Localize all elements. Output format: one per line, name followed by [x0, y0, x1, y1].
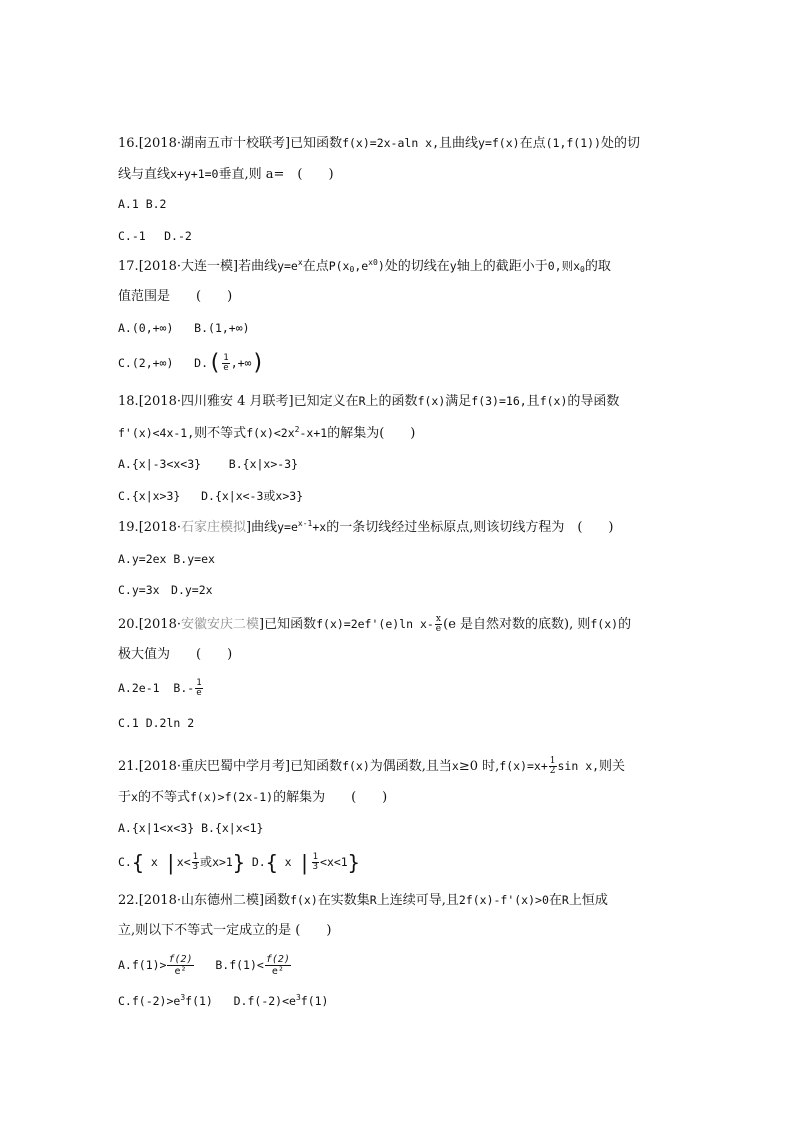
q18-number: 18.: [118, 394, 139, 409]
q18-options-cd: C.{x|x>3} D.{x|x<-3或x>3}: [118, 489, 304, 503]
q16-stem-line2: 线与直线x+y+1=0垂直,则 a= ( ): [118, 167, 334, 182]
q22-source: [2018·山东德州二模]: [138, 893, 265, 908]
q20-number: 20.: [118, 617, 139, 632]
q16-source: [2018·湖南五市十校联考]: [138, 136, 291, 151]
q19-source: [2018·石家庄模拟]: [138, 520, 252, 535]
q18-source: [2018·四川雅安 4 月联考]: [138, 394, 294, 409]
q21-stem-line1: 21.[2018·重庆巴蜀中学月考]已知函数f(x)为偶函数,且当x≥0 时,f(x)=x+ $\frac{1}{2}$ sin x,则关: [118, 756, 626, 776]
q18-stem-line2: f'(x)<4x-1,则不等式$f(x)<2x^2-x+1$的解集为( ): [118, 425, 416, 441]
q21-options-ab: A.{x|1<x<3} B.{x|x<1}: [118, 821, 264, 835]
q20-stem-line1: 20.[2018·安徽安庆二模]已知函数f(x)=2ef'(e)ln x- $\frac{x}{e}$ (e 是自然对数的底数), 则f(x)的: [118, 614, 632, 634]
q16-options-cd: C.-1 D.-2: [118, 229, 192, 243]
q22-options-cd: $C.f(-2)>e^3f(1)$ $D.f(-2)<e^3f(1)$: [118, 993, 329, 1008]
q22-number: 22.: [118, 893, 139, 908]
q21-number: 21.: [118, 759, 139, 774]
q17-number: 17.: [118, 259, 139, 274]
q20-stem-line2: 极大值为 ( ): [118, 647, 233, 662]
q22-stem-line2: 立,则以下不等式一定成立的是 ( ): [118, 923, 332, 938]
q22-stem-line1: 22.[2018·山东德州二模]函数f(x)在实数集R上连续可导,且2f(x)-f'(x)>0在R上恒成: [118, 893, 608, 908]
q21-source: [2018·重庆巴蜀中学月考]: [138, 759, 291, 774]
q17-source: [2018·大连一模]: [138, 259, 239, 274]
q22-options-ab: A.f(1)> $\frac{f(2)}{\text{e²}}$ B.f(1)< $\frac{f(2)}{\text{e²}}$: [118, 954, 290, 977]
q17-options-ab: A.(0,+∞) B.(1,+∞): [118, 321, 250, 335]
q19-options-ab: A.y=2ex B.y=ex: [118, 552, 215, 566]
q19-stem-line1: 19.[2018·石家庄模拟]曲线$y=e^{x-1}+x$的一条切线经过坐标原点,则该切线方程为 ( ): [118, 519, 614, 535]
q20-source: [2018·安徽安庆二模]: [138, 617, 265, 632]
q18-stem-line1: 18.[2018·四川雅安 4 月联考]已知定义在R上的函数f(x)满足f(3)=16,且f(x)的导函数: [118, 394, 620, 409]
q17-stem-line2: 值范围是 ( ): [118, 289, 233, 304]
q21-stem-line2: 于x的不等式f(x)>f(2x-1)的解集为 ( ): [118, 790, 388, 805]
q18-options-ab: A.{x|-3<x<3} B.{x|x>-3}: [118, 457, 299, 471]
q17-stem-line1: 17.[2018·大连一模]若曲线$y=e^x$在点$P(x_0,e^{x0})$处的切线在y轴上的截距小于0,则$x_0$的取: [118, 258, 611, 274]
q16-stem-line1: 16.[2018·湖南五市十校联考]已知函数f(x)=2x-aln x,且曲线y=f(x)在点(1,f(1))处的切: [118, 136, 640, 151]
q20-options-cd: C.1 D.2ln 2: [118, 716, 195, 730]
q16-number: 16.: [118, 136, 139, 151]
q16-options-ab: A.1 B.2: [118, 197, 167, 211]
q19-options-cd: C.y=3x D.y=2x: [118, 583, 213, 597]
q20-options-ab: A.2e-1 B.- $\frac{1}{e}$: [118, 678, 202, 698]
q21-options-cd: C.{ x |x< $\frac{1}{3}$ 或x>1} D.{ x | $\frac{1}{3}$ <x<1}: [118, 850, 360, 875]
q19-number: 19.: [118, 520, 139, 535]
q17-options-cd: C.(2,+∞) D.( $\frac{1}{e}$ ,+∞): [118, 350, 265, 376]
